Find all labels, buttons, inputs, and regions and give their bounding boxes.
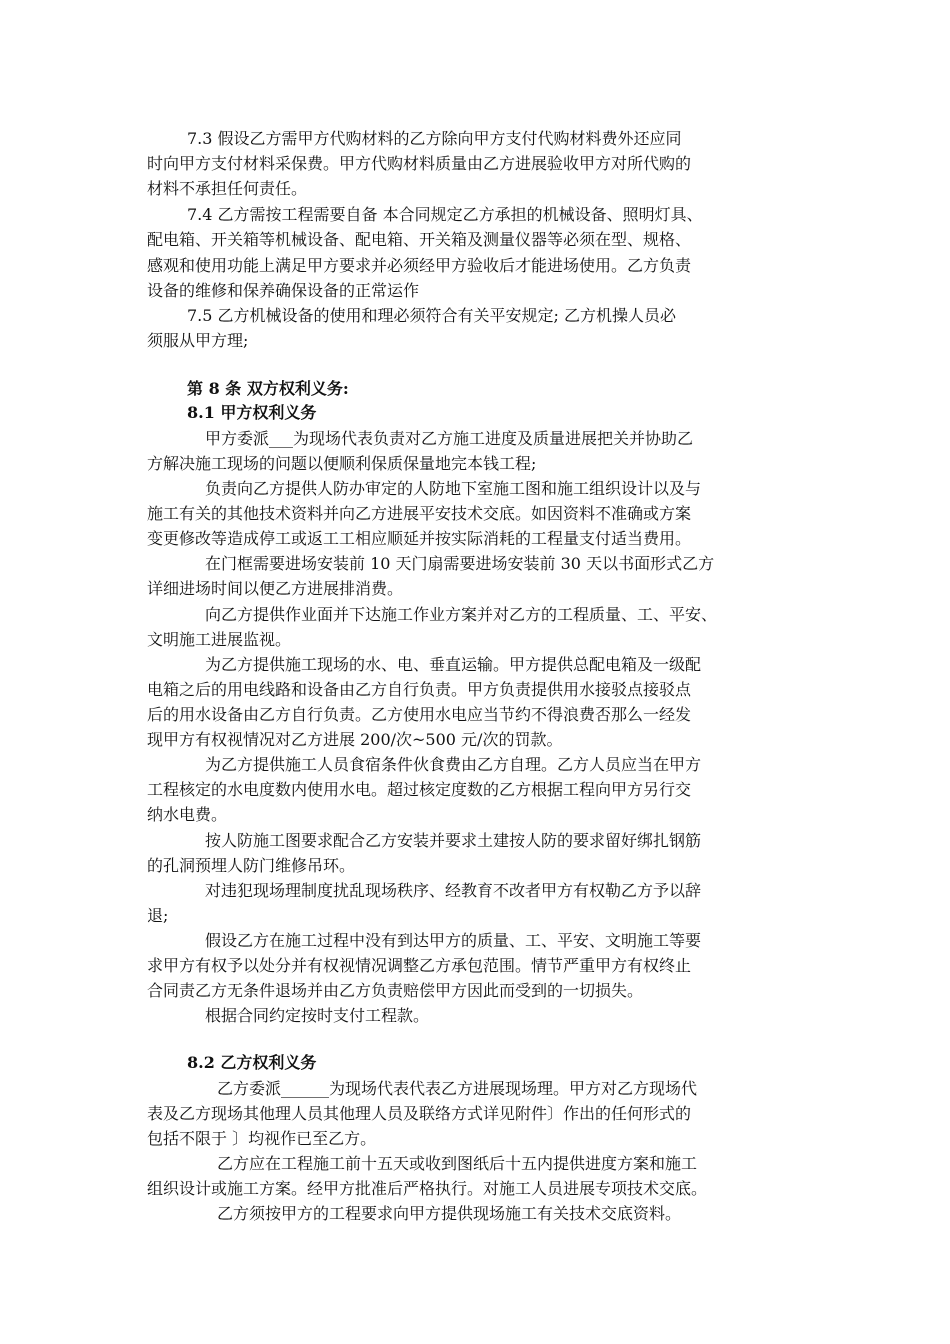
text-line: 文明施工进展监视。 (147, 630, 292, 649)
text-line: 假设乙方在施工过程中没有到达甲方的质量、工、平安、文明施工等要 (205, 931, 702, 950)
text-line: 施工有关的其他技术资料并向乙方进展平安技术交底。如因资料不准确或方案 (147, 504, 692, 523)
text-line: 须服从甲方理; (147, 331, 249, 350)
text-line: 7.3 假设乙方需甲方代购材料的乙方除向甲方支付代购材料费外还应同 (187, 129, 682, 148)
text-line: 退; (147, 906, 169, 925)
text-line: 详细进场时间以便乙方进展排消费。 (147, 579, 404, 598)
text-line: 包括不限于 〕均视作已至乙方。 (147, 1129, 377, 1148)
text-line: 负责向乙方提供人防办审定的人防地下室施工图和施工组织设计以及与 (205, 479, 702, 498)
text-line: 乙方委派______为现场代表代表乙方进展现场理。甲方对乙方现场代 (217, 1079, 698, 1098)
text-line: 配电箱、开关箱等机械设备、配电箱、开关箱及测量仪器等必须在型、规格、 (147, 230, 692, 249)
text-line: 变更修改等造成停工或返工工相应顺延并按实际消耗的工程量支付适当费用。 (147, 529, 692, 548)
text-line: 求甲方有权予以处分并有权视情况调整乙方承包范围。情节严重甲方有权终止 (147, 956, 692, 975)
text-line: 纳水电费。 (147, 805, 228, 824)
text-line: 甲方委派___为现场代表负责对乙方施工进度及质量进展把关并协助乙 (205, 429, 694, 448)
text-line: 现甲方有权视情况对乙方进展 200/次~500 元/次的罚款。 (147, 730, 563, 749)
text-line: 方解决施工现场的问题以便顺利保质保量地完本钱工程; (147, 454, 537, 473)
text-line: 为乙方提供施工现场的水、电、垂直运输。甲方提供总配电箱及一级配 (205, 655, 702, 674)
text-line: 工程核定的水电度数内使用水电。超过核定度数的乙方根据工程向甲方另行交 (147, 780, 692, 799)
text-line: 电箱之后的用电线路和设备由乙方自行负责。甲方负责提供用水接驳点接驳点 (147, 680, 692, 699)
text-line: 组织设计或施工方案。经甲方批准后严格执行。对施工人员进展专项技术交底。 (147, 1179, 708, 1198)
text-line: 在门框需要进场安装前 10 天门扇需要进场安装前 30 天以书面形式乙方 (205, 554, 715, 573)
text-line: 根据合同约定按时支付工程款。 (205, 1006, 430, 1025)
subsection-heading: 8.1 甲方权利义务 (187, 403, 317, 422)
text-line: 7.5 乙方机械设备的使用和理必须符合有关平安规定; 乙方机操人员必 (187, 306, 677, 325)
text-line: 后的用水设备由乙方自行负责。乙方使用水电应当节约不得浪费否那么一经发 (147, 705, 692, 724)
text-line: 乙方应在工程施工前十五天或收到图纸后十五内提供进度方案和施工 (217, 1154, 698, 1173)
text-line: 为乙方提供施工人员食宿条件伙食费由乙方自理。乙方人员应当在甲方 (205, 755, 702, 774)
text-line: 设备的维修和保养确保设备的正常运作 (147, 281, 420, 300)
text-line: 合同责乙方无条件退场并由乙方负责赔偿甲方因此而受到的一切损失。 (147, 981, 644, 1000)
text-line: 乙方须按甲方的工程要求向甲方提供现场施工有关技术交底资料。 (217, 1204, 682, 1223)
text-line: 向乙方提供作业面并下达施工作业方案并对乙方的工程质量、工、平安、 (205, 605, 718, 624)
section-heading: 第 8 条 双方权利义务: (187, 379, 349, 398)
text-line: 对违犯现场理制度扰乱现场秩序、经教育不改者甲方有权勒乙方予以辞 (205, 881, 702, 900)
text-line: 的孔洞预埋人防门维修吊环。 (147, 856, 356, 875)
text-line: 表及乙方现场其他理人员其他理人员及联络方式详见附件〕作出的任何形式的 (147, 1104, 692, 1123)
subsection-heading: 8.2 乙方权利义务 (187, 1053, 317, 1072)
text-line: 感观和使用功能上满足甲方要求并必须经甲方验收后才能进场使用。乙方负责 (147, 256, 692, 275)
text-line: 按人防施工图要求配合乙方安装并要求土建按人防的要求留好绑扎钢筋 (205, 831, 702, 850)
text-line: 时向甲方支付材料采保费。甲方代购材料质量由乙方进展验收甲方对所代购的 (147, 154, 692, 173)
text-line: 材料不承担任何责任。 (147, 179, 308, 198)
text-line: 7.4 乙方需按工程需要自备 本合同规定乙方承担的机械设备、照明灯具、 (187, 205, 703, 224)
